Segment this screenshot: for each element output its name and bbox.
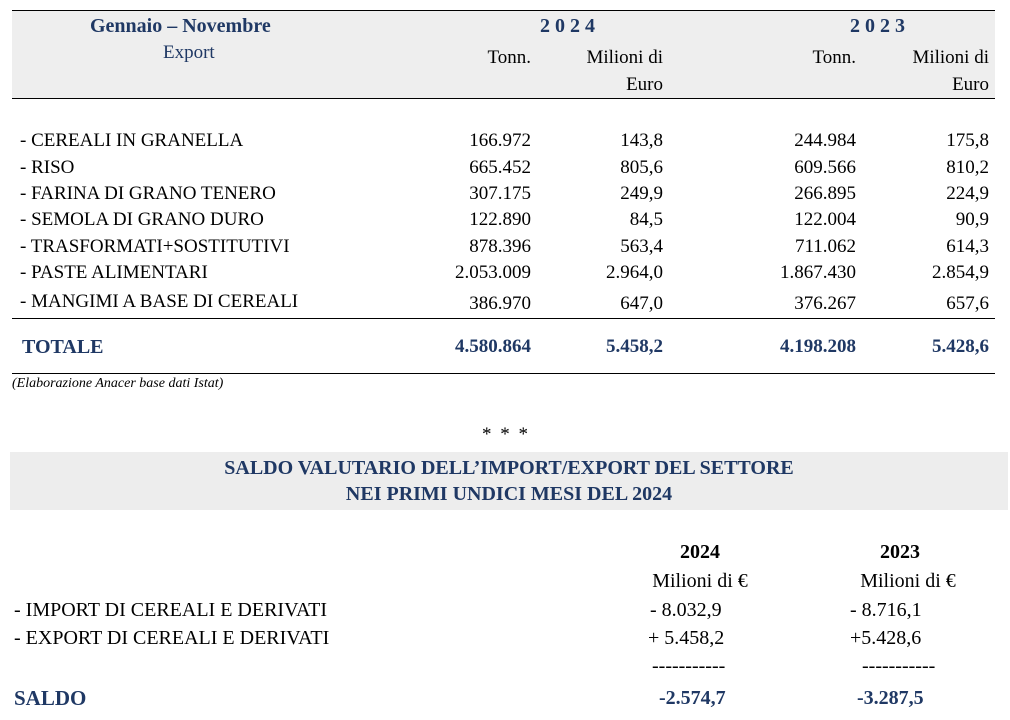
total-top-rule — [12, 318, 995, 319]
cell-tonn-2024: 166.972 — [469, 130, 531, 151]
cell-tonn-2024: 307.175 — [469, 183, 531, 204]
cell-eur-2023: 2.854,9 — [932, 262, 989, 283]
table-top-rule — [12, 10, 995, 11]
source-note: (Elaborazione Anacer base dati Istat) — [12, 376, 224, 391]
col-header-eur-2023-line2: Euro — [952, 74, 989, 95]
row-label: - FARINA DI GRANO TENERO — [20, 183, 276, 204]
cell-eur-2024: 563,4 — [620, 236, 663, 257]
saldo-year-2024: 2024 — [680, 541, 720, 563]
row-label: - PASTE ALIMENTARI — [20, 262, 208, 283]
cell-eur-2024: 805,6 — [620, 157, 663, 178]
cell-tonn-2024: 2.053.009 — [455, 262, 531, 283]
cell-tonn-2024: 122.890 — [469, 209, 531, 230]
row-label: - CEREALI IN GRANELLA — [20, 130, 244, 151]
dash-separator-2023: ----------- — [862, 655, 936, 677]
cell-tonn-2023: 244.984 — [794, 130, 856, 151]
cell-eur-2024: 84,5 — [629, 209, 663, 230]
saldo-year-2023: 2023 — [880, 541, 920, 563]
col-header-eur-2023-line1: Milioni di — [912, 47, 989, 68]
saldo-label: SALDO — [14, 686, 87, 710]
cell-tonn-2023: 266.895 — [794, 183, 856, 204]
total-tonn-2023: 4.198.208 — [780, 336, 856, 357]
cell-tonn-2023: 711.062 — [794, 236, 856, 257]
export-subtitle: Export — [163, 42, 215, 63]
saldo-value-2024: -2.574,7 — [659, 687, 726, 709]
total-tonn-2024: 4.580.864 — [455, 336, 531, 357]
header-bottom-rule — [12, 98, 995, 99]
cell-tonn-2024: 665.452 — [469, 157, 531, 178]
total-eur-2024: 5.458,2 — [606, 336, 663, 357]
row-label: - RISO — [20, 157, 75, 178]
cell-eur-2023: 614,3 — [946, 236, 989, 257]
saldo-title-line2: NEI PRIMI UNDICI MESI DEL 2024 — [345, 483, 673, 505]
row-label: - MANGIMI A BASE DI CEREALI — [20, 291, 299, 312]
col-header-eur-2024-line2: Euro — [626, 74, 663, 95]
total-label: TOTALE — [22, 336, 104, 358]
cell-tonn-2023: 122.004 — [794, 209, 856, 230]
col-header-tonn-2023: Tonn. — [812, 47, 856, 68]
saldo-title-line1: SALDO VALUTARIO DELL’IMPORT/EXPORT DEL SETTORE — [224, 457, 794, 479]
cell-eur-2024: 647,0 — [620, 293, 663, 314]
dash-separator-2024: ----------- — [652, 655, 726, 677]
cell-eur-2023: 224,9 — [946, 183, 989, 204]
col-header-eur-2024-line1: Milioni di — [586, 47, 663, 68]
cell-eur-2024: 143,8 — [620, 130, 663, 151]
section-separator: * * * — [482, 424, 528, 445]
export-value-2023: +5.428,6 — [850, 627, 922, 649]
cell-eur-2023: 175,8 — [946, 130, 989, 151]
year-2024-heading: 2 0 2 4 — [540, 15, 595, 37]
table-bottom-rule — [12, 373, 995, 374]
cell-eur-2023: 810,2 — [946, 157, 989, 178]
cell-eur-2024: 249,9 — [620, 183, 663, 204]
col-header-tonn-2024: Tonn. — [487, 47, 531, 68]
cell-tonn-2023: 376.267 — [794, 293, 856, 314]
row-label: - TRASFORMATI+SOSTITUTIVI — [20, 236, 290, 257]
cell-tonn-2023: 1.867.430 — [780, 262, 856, 283]
cell-tonn-2023: 609.566 — [794, 157, 856, 178]
row-label: - SEMOLA DI GRANO DURO — [20, 209, 264, 230]
import-value-2024: - 8.032,9 — [650, 599, 722, 621]
cell-eur-2023: 657,6 — [946, 293, 989, 314]
cell-tonn-2024: 386.970 — [469, 293, 531, 314]
saldo-unit-2023: Milioni di € — [860, 570, 956, 592]
export-value-2024: + 5.458,2 — [648, 627, 725, 649]
saldo-value-2023: -3.287,5 — [857, 687, 924, 709]
cell-tonn-2024: 878.396 — [469, 236, 531, 257]
cell-eur-2023: 90,9 — [955, 209, 989, 230]
year-2023-heading: 2 0 2 3 — [850, 15, 905, 37]
import-value-2023: - 8.716,1 — [850, 599, 922, 621]
total-eur-2023: 5.428,6 — [932, 336, 989, 357]
period-heading: Gennaio – Novembre — [90, 15, 271, 37]
export-label: - EXPORT DI CEREALI E DERIVATI — [14, 627, 330, 649]
import-label: - IMPORT DI CEREALI E DERIVATI — [14, 599, 328, 621]
saldo-unit-2024: Milioni di € — [652, 570, 748, 592]
cell-eur-2024: 2.964,0 — [606, 262, 663, 283]
